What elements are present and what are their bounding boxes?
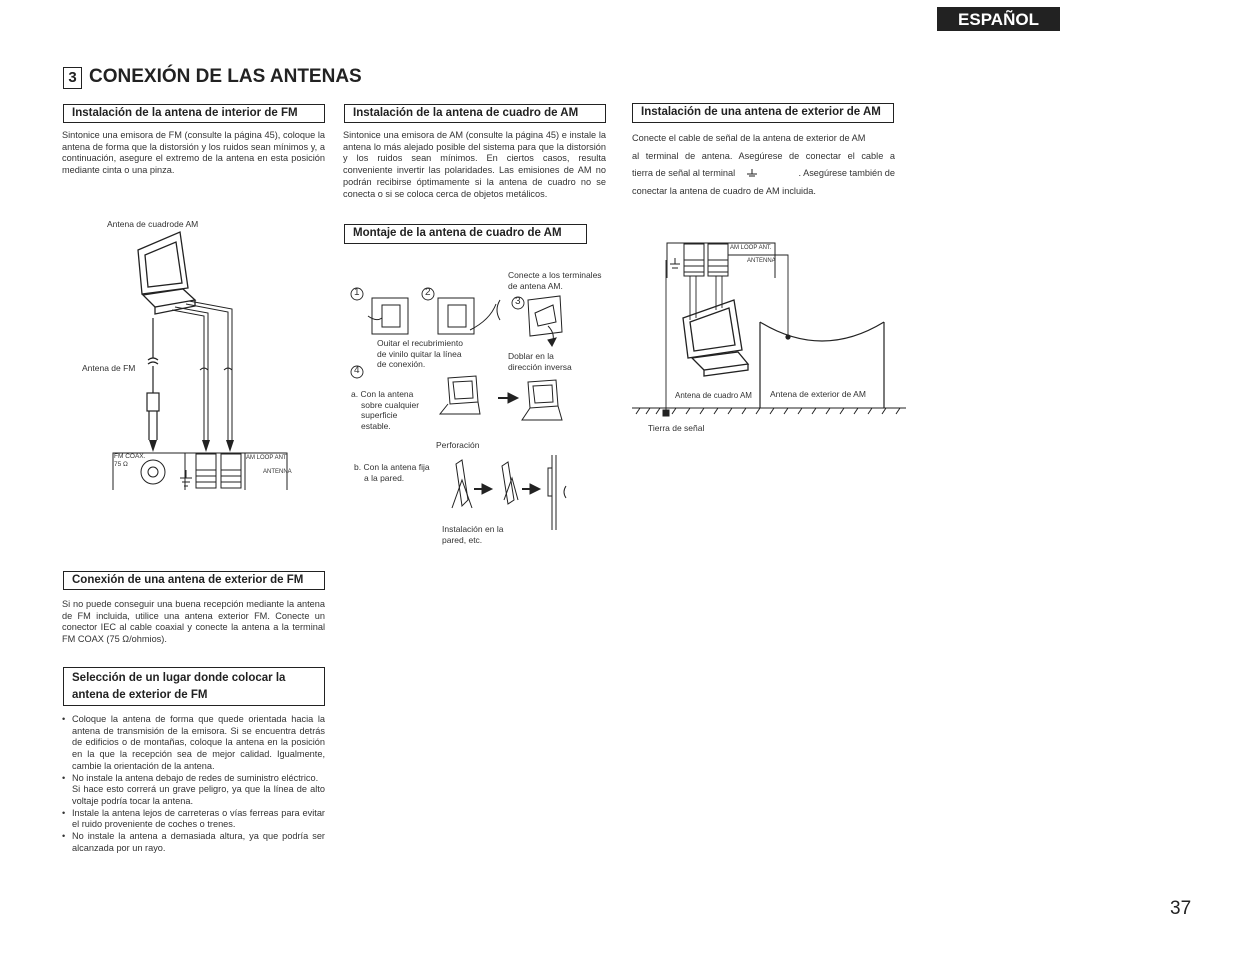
panel-antenna-2: ANTENNA — [747, 258, 776, 264]
am-outdoor-line1: Conecte el cable de señal de la antena de exterior de AM — [632, 133, 866, 143]
label-outdoor-antenna: Antena de exterior de AM — [770, 389, 866, 399]
section-number: 3 — [63, 67, 82, 89]
text-fm-indoor: Sintonice una emisora de FM (consulte la página 45), coloque la antena de forma que la distorsión y los ruidos sean mínimos y, a continuación, asegure el extremo de la antena en esta posición mediante cinta o una pinza. — [62, 130, 325, 176]
label-a-2: sobre cualquier — [361, 399, 420, 410]
heading-location-line1: Selección de un lugar donde colocar la — [72, 672, 286, 684]
bullet-3: • Instale la antena lejos de carreteras o vías ferreas para evitar el ruido proveniente de coches o trenes. — [62, 808, 325, 831]
label-connect-1: Conecte a los terminales — [508, 270, 602, 280]
label-signal-ground: Tierra de señal — [648, 423, 705, 433]
label-a-4: estable. — [361, 420, 391, 431]
label-wall-1: Instalación en la — [442, 524, 504, 534]
label-wall-2: pared, etc. — [442, 534, 483, 545]
heading-am-outdoor: Instalación de una antena de exterior de AM — [632, 103, 894, 123]
bullet-4: • No instale la antena a demasiada altura, ya que podría ser alcanzada por un rayo. — [62, 831, 325, 854]
am-outdoor-line3a: tierra de señal al terminal — [632, 168, 736, 178]
bullet-2-text: No instale la antena debajo de redes de suministro eléctrico. — [72, 772, 319, 783]
step-2: 2 — [425, 287, 431, 298]
label-b-1: b. Con la antena fija — [354, 462, 430, 472]
am-outdoor-line4: conectar la antena de cuadro de AM incluida. — [632, 185, 816, 196]
am-loop-antenna-icon — [683, 300, 748, 376]
ground-line-icon — [632, 408, 906, 416]
heading-fm-indoor: Instalación de la antena de interior de FM — [63, 104, 325, 123]
step-1: 1 — [354, 287, 360, 298]
panel-75-ohm: 75 Ω — [114, 461, 128, 468]
label-remove-2: de vinilo quitar la línea — [377, 348, 462, 359]
step-3: 3 — [515, 296, 521, 307]
bullet-2-extra: Si hace esto correrá un grave peligro, ya que la línea de alto voltaje podría tocar la antena. — [72, 784, 325, 806]
label-am-loop-antenna: Antena de cuadrode AM — [107, 219, 199, 229]
am-outdoor-line2: al terminal de antena. Asegúrese de conectar el cable a — [632, 150, 895, 161]
panel-am-loop-2: AM LOOP ANT. — [730, 245, 772, 251]
text-fm-outdoor: Si no puede conseguir una buena recepción mediante la antena de FM incluida, utilice una antena exterior FM. Conecte un conector IEC al cable coaxial y conecte la antena a la terminal FM COAX (75 Ω/ohmios). — [62, 599, 325, 645]
page-number: 37 — [1170, 898, 1192, 919]
heading-am-loop: Instalación de la antena de cuadro de AM — [344, 104, 606, 123]
label-loop-antenna: Antena de cuadro AM — [675, 391, 752, 400]
label-b-2: a la pared. — [364, 472, 405, 483]
heading-assembly: Montaje de la antena de cuadro de AM — [344, 224, 587, 244]
label-bend-1: Doblar en la — [508, 351, 554, 361]
am-outdoor-line3b: . Asegúrese también de — [798, 168, 895, 178]
label-hole: Perforación — [436, 440, 480, 450]
heading-fm-outdoor: Conexión de una antena de exterior de FM — [63, 571, 325, 590]
bullet-1: • Coloque la antena de forma que quede orientada hacia la antena de transmisión de la emisora. Si se encuentra detrás de edificios o de montañas, coloque la antena en la posición en la que la recepción sea de mejor calidad. Igualmente, cambie la orientación de la antena. — [62, 714, 325, 773]
panel-am-loop: AM LOOP ANT. — [246, 455, 288, 461]
label-remove-1: Ouitar el recubrimiento — [377, 338, 463, 348]
language-tab: ESPAÑOL — [937, 7, 1060, 31]
label-a-1: a. Con la antena — [351, 389, 414, 399]
step-4: 4 — [354, 365, 360, 376]
label-bend-2: dirección inversa — [508, 361, 572, 372]
panel-antenna: ANTENNA — [263, 469, 292, 475]
label-remove-3: de conexión. — [377, 359, 426, 369]
panel-fm-coax: FM COAX. — [114, 453, 146, 460]
heading-location-line2: antena de exterior de FM — [72, 689, 208, 701]
label-a-3: superficie — [361, 410, 398, 420]
text-am-loop: Sintonice una emisora de AM (consulte la página 45) e instale la antena lo más alejado posible del sistema para que la distorsión y los ruidos sean mínimos. En ciertos casos, resulta conveniente invertir las polaridades. Las emisiones de AM no podrán recibirse óptimamente si la antena de cuadro no se conecta o si se coloca cerca de objetos metálicos. — [343, 130, 606, 199]
label-fm-antenna: Antena de FM — [82, 363, 136, 373]
section-title: CONEXIÓN DE LAS ANTENAS — [89, 66, 362, 87]
label-connect-2: de antena AM. — [508, 280, 563, 291]
